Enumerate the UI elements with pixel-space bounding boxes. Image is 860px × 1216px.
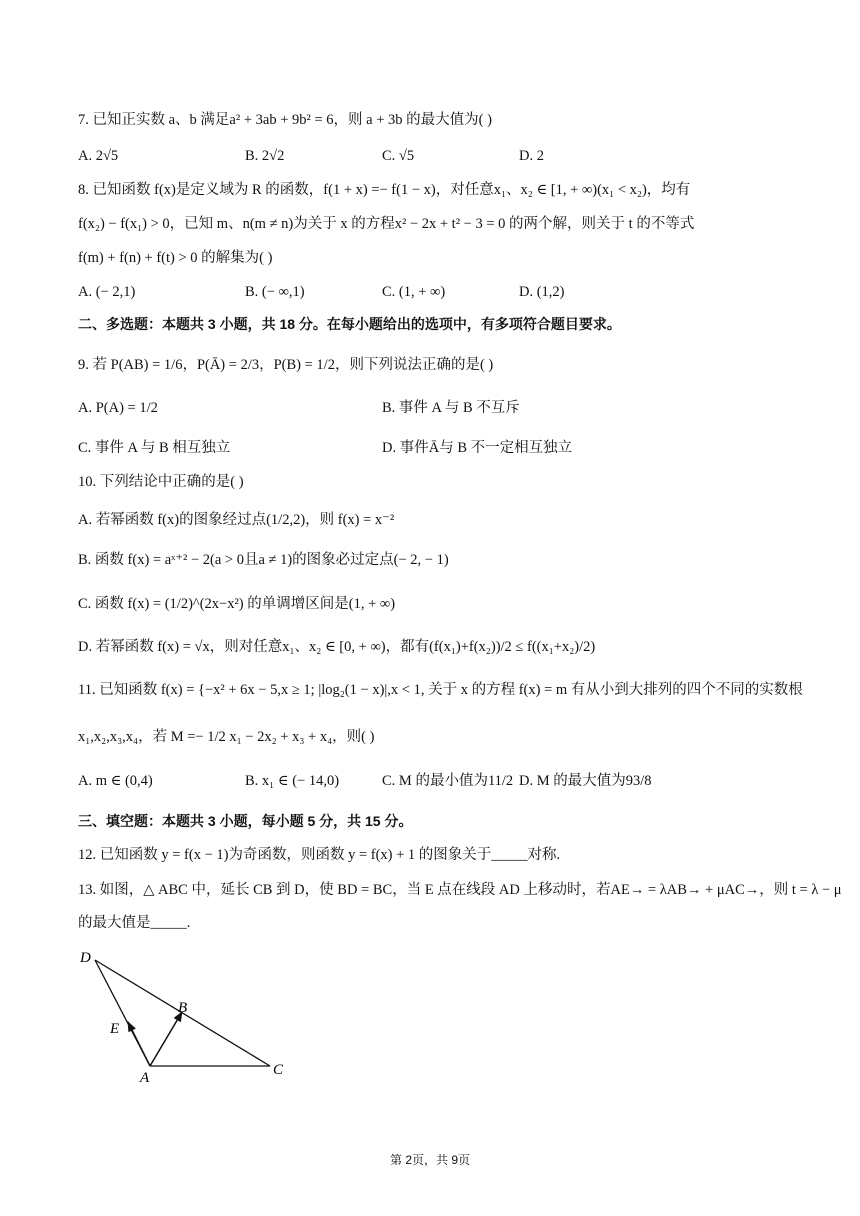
q7-option-c: C. √5 xyxy=(382,148,415,164)
q10-stem: 10. 下列结论中正确的是( ) xyxy=(78,474,244,490)
q9-option-b: B. 事件 A 与 B 不互斥 xyxy=(382,400,520,416)
q7-option-d: D. 2 xyxy=(519,148,544,164)
vector-ab xyxy=(150,1012,182,1066)
section-3-heading: 三、填空题：本题共 3 小题，每小题 5 分，共 15 分。 xyxy=(78,813,413,829)
vector-ae xyxy=(128,1022,150,1066)
q7-stem: 7. 已知正实数 a、b 满足a² + 3ab + 9b² = 6，则 a + 3b 的最大值为( ) xyxy=(78,112,492,128)
q9-option-c: C. 事件 A 与 B 相互独立 xyxy=(78,440,231,456)
q10-option-d: D. 若幂函数 f(x) = √x，则对任意x₁、x₂ ∈ [0, + ∞)，都有(f(x₁)+f(x₂))/2 ≤ f((x₁+x₂)/2) xyxy=(78,639,596,655)
q11-option-b: B. x₁ ∈ (− 14,0) xyxy=(245,773,340,789)
q7-option-b: B. 2√2 xyxy=(245,148,285,164)
q10-option-c: C. 函数 f(x) = (1/2)^(2x−x²) 的单调增区间是(1, + ∞) xyxy=(78,596,396,612)
q9-option-d: D. 事件Ā与 B 不一定相互独立 xyxy=(382,440,573,456)
q9-option-a: A. P(A) = 1/2 xyxy=(78,400,158,416)
q8-line-3: f(m) + f(n) + f(t) > 0 的解集为( ) xyxy=(78,250,273,266)
q11-line-2: x₁,x₂,x₃,x₄，若 M =− 1/2 x₁ − 2x₂ + x₃ + x₄，则( ) xyxy=(78,729,375,745)
label-e: E xyxy=(110,1021,120,1037)
q9-stem: 9. 若 P(AB) = 1/6，P(Ā) = 2/3，P(B) = 1/2，则下列说法正确的是( ) xyxy=(78,357,494,373)
q8-line-1: 8. 已知函数 f(x)是定义域为 R 的函数，f(1 + x) =− f(1 − x)，对任意x₁、x₂ ∈ [1, + ∞)(x₁ < x₂)，均有 xyxy=(78,182,691,198)
q8-option-a: A. (− 2,1) xyxy=(78,284,136,300)
section-2-heading: 二、多选题：本题共 3 小题，共 18 分。在每小题给出的选项中，有多项符合题目要求。 xyxy=(78,316,621,332)
page-footer: 第 2页，共 9页 xyxy=(389,1153,471,1167)
q11-option-d: D. M 的最大值为93/8 xyxy=(519,773,652,789)
q12-stem: 12. 已知函数 y = f(x − 1)为奇函数，则函数 y = f(x) + 1 的图象关于_____对称. xyxy=(78,847,561,863)
label-a: A xyxy=(140,1070,150,1086)
triangle-figure xyxy=(70,940,300,1090)
q13-line-1: 13. 如图，△ ABC 中，延长 CB 到 D，使 BD = BC，当 E 点在线段 AD 上移动时，若AE→ = λAB→ + μAC→，则 t = λ − μ xyxy=(78,882,842,898)
q8-option-b: B. (− ∞,1) xyxy=(245,284,305,300)
q10-option-a: A. 若幂函数 f(x)的图象经过点(1/2,2)，则 f(x) = x⁻² xyxy=(78,512,395,528)
q11-option-c: C. M 的最小值为11/2 xyxy=(382,773,514,789)
q8-option-d: D. (1,2) xyxy=(519,284,565,300)
label-c: C xyxy=(273,1062,284,1078)
q10-option-b: B. 函数 f(x) = aˣ⁺² − 2(a > 0且a ≠ 1)的图象必过定点(− 2, − 1) xyxy=(78,552,449,568)
q8-line-2: f(x₂) − f(x₁) > 0，已知 m、n(m ≠ n)为关于 x 的方程x² − 2x + t² − 3 = 0 的两个解，则关于 t 的不等式 xyxy=(78,216,695,232)
label-b: B xyxy=(178,1000,188,1016)
label-d: D xyxy=(80,950,91,966)
q13-line-2: 的最大值是_____. xyxy=(78,915,191,931)
q11-option-a: A. m ∈ (0,4) xyxy=(78,773,153,789)
q7-option-a: A. 2√5 xyxy=(78,148,119,164)
q8-option-c: C. (1, + ∞) xyxy=(382,284,446,300)
q11-line-1: 11. 已知函数 f(x) = {−x² + 6x − 5,x ≥ 1; |log₂(1 − x)|,x < 1, 关于 x 的方程 f(x) = m 有从小到大排列的四个不同的实数根 xyxy=(78,682,803,698)
